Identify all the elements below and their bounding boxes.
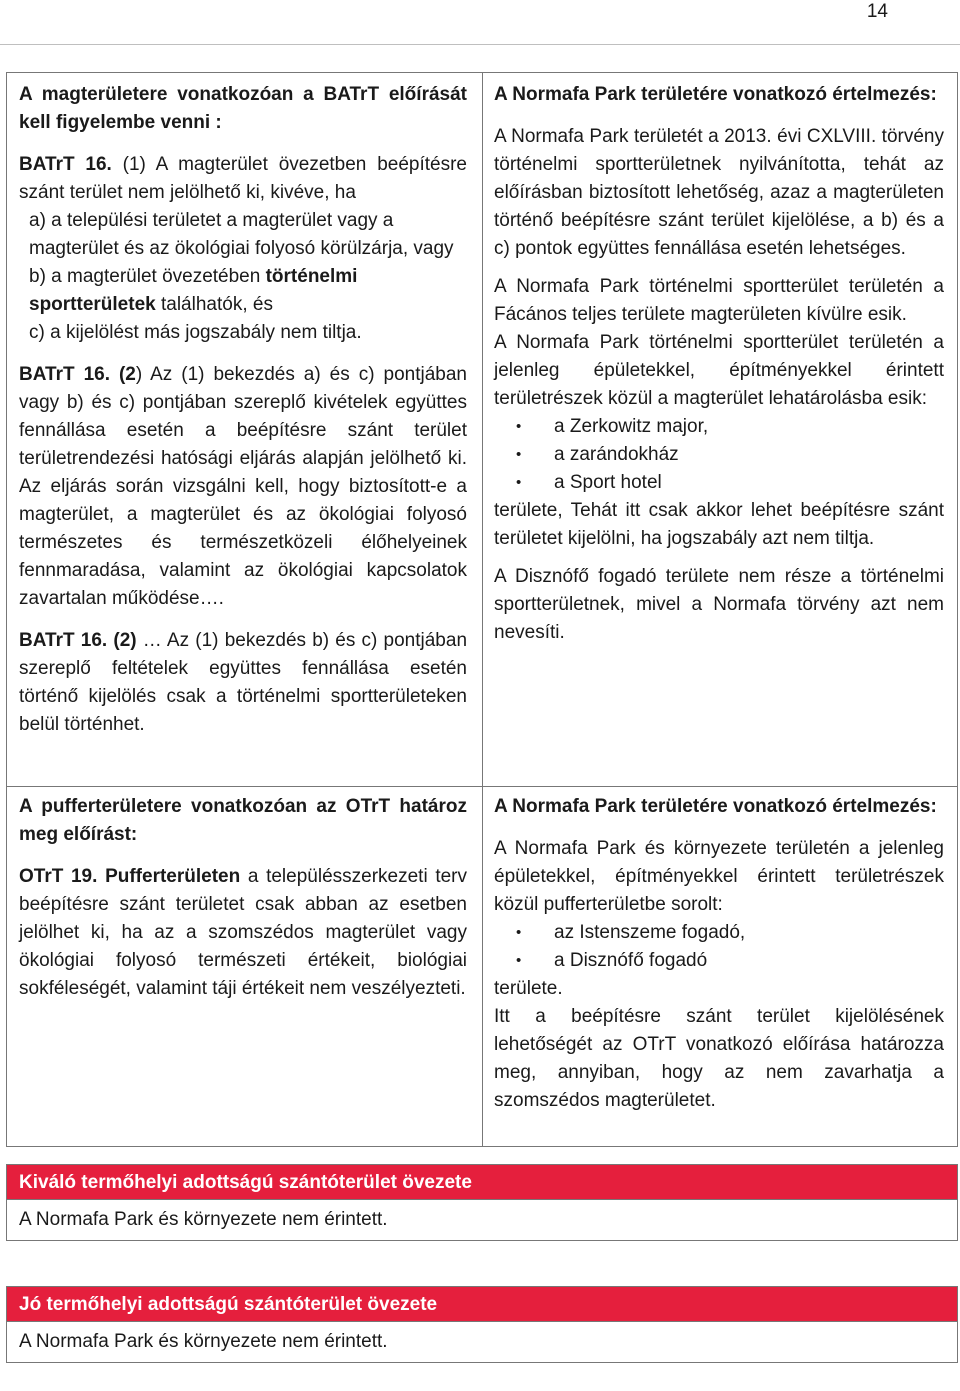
otrt-19-bold: Pufferterületen xyxy=(105,866,241,887)
normafa-p2: A Normafa Park történelmi sportterület területén a Fácános teljes területe magterületen kívülre esik. xyxy=(494,276,944,325)
normafa-puffer-p2: területe. xyxy=(494,978,563,999)
zone-table-text: A Normafa Park és környezete nem érintett. xyxy=(19,1209,388,1230)
magterulet-heading: A magterületere vonatkozóan a BATrT előírását kell figyelembe venni : xyxy=(19,84,467,133)
normafa-p1: A Normafa Park területét a 2013. évi CXLVIII. törvény történelmi sportterületnek nyilvánította, tehát az előírásban biztosított lehetőség, azaz a magterületen történő beépítésre szánt terület kijelölése, a b) és a c) pontok együttes fennállása esetén lehetséges. xyxy=(494,126,944,259)
item-b xyxy=(19,263,467,319)
list-item: • a zarándokház xyxy=(494,441,944,469)
normafa-puffer-p1: A Normafa Park és környezete területén a jelenleg épületekkel, építményekkel érintett területrészek közül pufferterületbe sorolt: xyxy=(494,838,944,915)
zone-table-header: Kiváló termőhelyi adottságú szántóterület övezete xyxy=(7,1165,957,1200)
batrt-16-2-ref: BATrT 16. xyxy=(19,364,110,385)
item-b-tail: találhatók, és xyxy=(160,294,273,315)
batrt-16-2b-paragraph xyxy=(19,627,467,739)
normafa-p5: A Disznófő fogadó területe nem része a történelmi sportterületnek, mivel a Normafa törvény azt nem nevesíti. xyxy=(494,566,944,643)
column-divider xyxy=(482,73,483,1146)
batrt-16-2-num: (2 xyxy=(118,364,136,385)
list-item: • a Sport hotel xyxy=(494,469,944,497)
puffer-bullet-list xyxy=(494,919,944,975)
jo-zone-table xyxy=(6,1286,958,1363)
batrt-16-2b-text: … Az (1) bekezdés b) és c) pontjában szereplő feltételek együttes fennállása esetén történő kijelölés csak a történelmi sportterületeken belül történhet. xyxy=(19,630,468,735)
batrt-16-1-ref: BATrT 16. xyxy=(19,154,112,175)
normafa-interpretation-cell xyxy=(494,81,944,647)
batrt-16-2b-ref: BATrT 16. xyxy=(19,630,108,651)
normafa-heading: A Normafa Park területére vonatkozó értelmezés: xyxy=(494,84,937,105)
list-item: • a Zerkowitz major, xyxy=(494,413,944,441)
item-b-bold: történelmi sportterületek xyxy=(29,266,358,315)
batrt-16-2-paragraph xyxy=(19,361,467,613)
batrt-16-1-text: (1) A magterület övezetben beépítésre szánt terület nem jelölhető ki, kivéve, ha xyxy=(19,154,467,203)
puffer-heading: A pufferterületere vonatkozóan az OTrT határoz meg előírást: xyxy=(19,796,467,845)
normafa-bullet-list xyxy=(494,413,944,497)
main-table xyxy=(6,72,958,1147)
normafa-puffer-heading: A Normafa Park területére vonatkozó értelmezés: xyxy=(494,796,937,817)
normafa-puffer-p3: Itt a beépítésre szánt terület kijelölésének lehetőségét az OTrT vonatkozó előírása határozza meg, annyiban, hogy az nem zavarhatja a szomszédos magterületet. xyxy=(494,1006,944,1111)
otrt-19-paragraph xyxy=(19,863,467,1003)
normafa-p4: területe, Tehát itt csak akkor lehet beépítésre szánt területet kijelölni, ha jogszabály azt nem tiltja. xyxy=(494,500,944,549)
zone-table-header: Jó termőhelyi adottságú szántóterület övezete xyxy=(7,1287,957,1322)
batrt-16-1-paragraph xyxy=(19,151,467,207)
list-item: • a Disznófő fogadó xyxy=(494,947,944,975)
magterulet-rules-cell xyxy=(19,81,467,739)
page-number: 14 xyxy=(866,1,888,22)
kivalo-zone-table xyxy=(6,1164,958,1241)
otrt-19-text: a településszerkezeti terv beépítésre szánt területet csak abban az esetben jelölhet ki, ha az a szomszédos magterület vagy ökológiai folyosó természeti értékeit, biológiai sokféleségét, valamint táji értékeit nem veszélyezteti. xyxy=(19,866,467,999)
batrt-16-2b-num: (2) xyxy=(113,630,137,651)
item-a: a) a települési területet a magterület vagy a magterület és az ökológiai folyosó körülzárja, vagy xyxy=(29,210,454,259)
batrt-16-2-text: ) Az (1) bekezdés a) és c) pontjában vagy b) és c) pontjában szereplő kivételek együttes fennállása esetén a beépítésre szánt terület területrendezési hatósági eljárás alapján jelölhető ki. Az eljárás során vizsgálni kell, hogy biztosított-e a magterület, a magterület és az ökológiai folyosó természetes és természetközeli élőhelyeinek fennmaradása, valamint az ökológiai kapcsolatok zavartalan működése…. xyxy=(19,364,468,609)
zone-table-text: A Normafa Park és környezete nem érintett. xyxy=(19,1331,388,1352)
header-rule xyxy=(0,44,960,45)
item-c: c) a kijelölést más jogszabály nem tiltja. xyxy=(29,322,362,343)
normafa-puffer-interpretation-cell xyxy=(494,793,944,1115)
item-b-text: b) a magterület övezetében xyxy=(29,266,261,287)
normafa-p3: A Normafa Park történelmi sportterület területén a jelenleg épületekkel, építményekkel érintett területrészek közül a magterület lehatárolásba esik: xyxy=(494,332,944,409)
otrt-19-ref: OTrT 19. xyxy=(19,866,98,887)
list-item: • az Istenszeme fogadó, xyxy=(494,919,944,947)
puffer-rules-cell xyxy=(19,793,467,1003)
row-divider xyxy=(7,786,957,787)
